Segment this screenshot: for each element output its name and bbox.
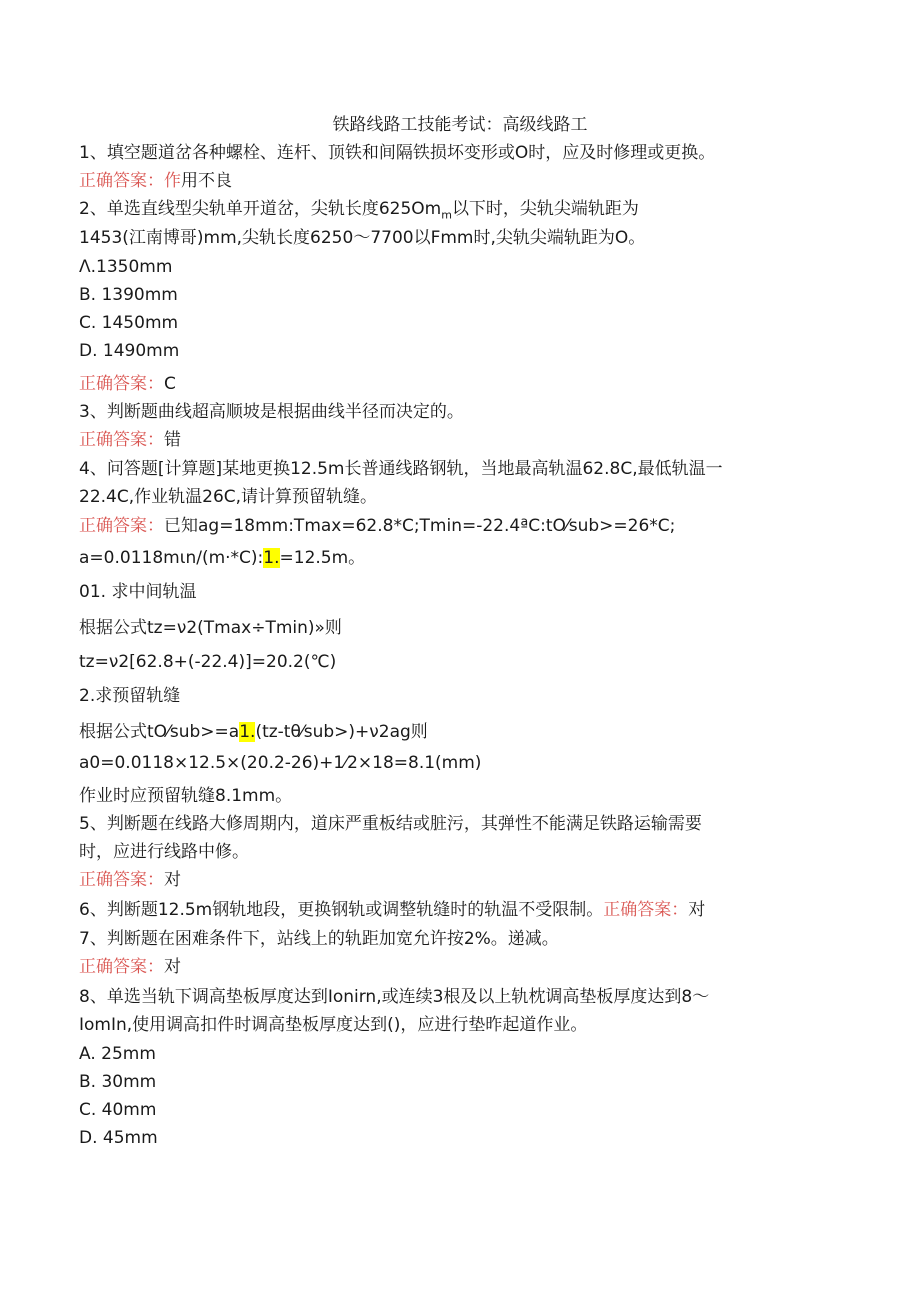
answer-value: 错: [164, 430, 181, 450]
option-a: Λ.1350mm: [79, 257, 173, 277]
option-c: C. 40mm: [79, 1100, 157, 1120]
answer-label: 正确答案：: [79, 957, 164, 977]
question-4-line-1: 4、问答题[计算题]某地更换12.5m长普通线路钢轨，当地最高轨温62.8C,最低轨温一: [79, 459, 723, 479]
question-2-answer: [79, 373, 176, 395]
answer-label: 正确答案：作: [79, 171, 181, 191]
question-7-answer: [79, 956, 181, 978]
formula-text: 根据公式tO⁄sub>=a: [79, 722, 240, 742]
question-3-text: 3、判断题曲线超高顺坡是根据曲线半径而决定的。: [79, 402, 464, 422]
question-5-line-2: 时，应进行线路中修。: [79, 842, 249, 862]
answer-label: 正确答案：: [79, 516, 164, 536]
step-1-calc: tz=ν2[62.8+(-22.4)]=20.2(℃): [79, 652, 337, 672]
question-2-text-a: 2、单选直线型尖轨单开道岔，尖轨长度625Om: [79, 199, 442, 219]
question-4-answer-line-2: [79, 547, 365, 569]
step-1-title: 01. 求中间轨温: [79, 582, 197, 602]
answer-value: 对: [688, 900, 706, 920]
conclusion: 作业时应预留轨缝8.1mm。: [79, 786, 293, 806]
question-5-line-1: 5、判断题在线路大修周期内，道床严重板结或脏污，其弹性不能满足铁路运输需要: [79, 814, 702, 834]
option-b: B. 30mm: [79, 1072, 157, 1092]
step-1-formula: 根据公式tz=ν2(Tmax÷Tmin)»则: [79, 618, 342, 638]
answer-label: 正确答案：: [79, 870, 164, 890]
option-d: D. 45mm: [79, 1128, 158, 1148]
question-7-text: 7、判断题在困难条件下，站线上的轨距加宽允许按2%。递减。: [79, 929, 559, 949]
option-d: D. 1490mm: [79, 341, 180, 361]
option-b: B. 1390mm: [79, 285, 178, 305]
page-title: 铁路线路工技能考试：高级线路工: [332, 115, 588, 135]
answer-text: a=0.0118mιn/(m·*C):: [79, 548, 264, 568]
answer-label: 正确答案：: [79, 430, 164, 450]
question-8-line-2: IomIn,使用调高扣件时调高垫板厚度达到()，应进行垫昨起道作业。: [79, 1015, 588, 1035]
answer-value: 对: [164, 957, 181, 977]
question-1-answer: [79, 170, 232, 192]
question-2-text-b: 以下时，尖轨尖端轨距为: [451, 199, 639, 219]
step-2-title: 2.求预留轨缝: [79, 686, 181, 706]
answer-label: 正确答案：: [79, 374, 164, 394]
question-2-line-1: [79, 198, 639, 226]
step-2-formula: [79, 721, 428, 743]
answer-text: =12.5m。: [279, 548, 366, 568]
highlight-mark: 1.: [263, 548, 280, 568]
answer-label: 正确答案：: [603, 900, 689, 920]
option-c: C. 1450mm: [79, 313, 179, 333]
question-6: [79, 899, 705, 921]
formula-text: (tz-tθ⁄sub>)+ν2ag则: [255, 722, 428, 742]
question-8-line-1: 8、单选当轨下调高垫板厚度达到Ionirn,或连续3根及以上轨枕调高垫板厚度达到8～: [79, 987, 710, 1007]
question-5-answer: [79, 869, 181, 891]
question-4-answer-line-1: [79, 515, 675, 537]
question-2-subscript: m: [441, 208, 452, 222]
answer-value: 用不良: [181, 171, 232, 191]
question-1-text: 1、填空题道岔各种螺栓、连杆、顶铁和间隔铁损坏变形或O时，应及时修理或更换。: [79, 143, 716, 163]
highlight-mark: 1.: [239, 722, 256, 742]
question-2-line-2: 1453(江南博哥)mm,尖轨长度6250～7700以Fmm时,尖轨尖端轨距为O。: [79, 228, 646, 248]
question-6-text: 6、判断题12.5m钢轨地段，更换钢轨或调整轨缝时的轨温不受限制。: [79, 900, 604, 920]
option-a: A. 25mm: [79, 1044, 156, 1064]
answer-value: 对: [164, 870, 181, 890]
answer-value: C: [164, 374, 176, 394]
step-2-calc: a0=0.0118×12.5×(20.2-26)+1⁄2×18=8.1(mm): [79, 753, 482, 773]
question-3-answer: [79, 429, 181, 451]
question-4-line-2: 22.4C,作业轨温26C,请计算预留轨缝。: [79, 487, 378, 507]
answer-given: 已知ag=18mm:Tmax=62.8*C;Tmin=-22.4ªC:tO⁄sub>=26*C;: [164, 516, 676, 536]
